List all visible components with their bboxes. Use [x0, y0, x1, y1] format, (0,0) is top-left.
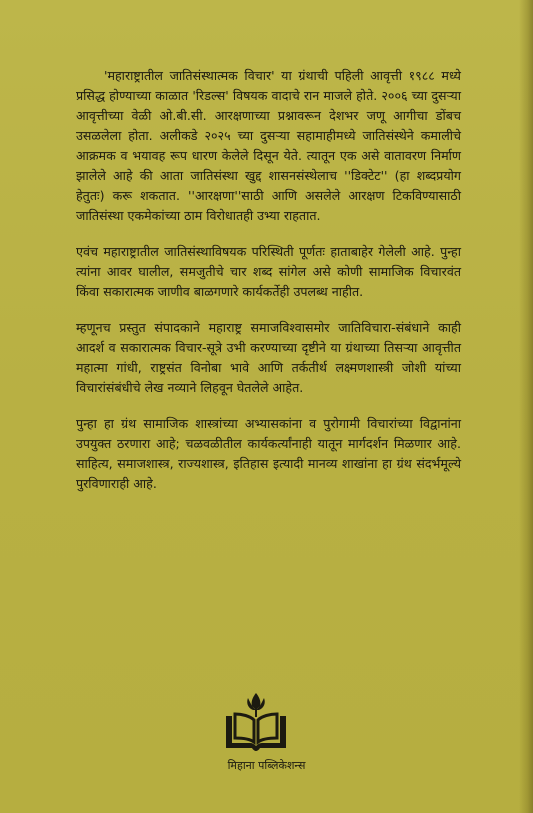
blurb-text [76, 66, 461, 510]
blurb-paragraph-3: म्हणूनच प्रस्तुत संपादकाने महाराष्ट्र समाजविश्वासमोर जातिविचारा-संबंधाने काही आदर्श व सकारात्मक विचार-सूत्रे उभी करण्याच्या दृष्टीने या ग्रंथाच्या तिसऱ्या आवृत्तीत महात्मा गांधी, राष्ट्रसंत विनोबा भावे आणि तर्कतीर्थ लक्ष्मणशास्त्री जोशी यांच्या विचारांसंबंधीचे लेख नव्याने लिहवून घेतलेले आहेत. [76, 320, 461, 395]
publisher-name: मिहाना पब्लिकेशन्स [227, 759, 306, 772]
blurb-paragraph-1: 'महाराष्ट्रातील जातिसंस्थात्मक विचार' या ग्रंथाची पहिली आवृत्ती १९८८ मध्ये प्रसिद्ध होण्याच्या काळात 'रिडल्स' विषयक वादाचे रान माजले होते. २००६ च्या दुसऱ्या आवृत्तीच्या वेळी ओ.बी.सी. आरक्षणाच्या प्रश्नावरून देशभर जणू आगीचा डोंबच उसळलेला होता. अलीकडे २०२५ च्या दुसऱ्या सहामाहीमध्ये जातिसंस्थेने कमालीचे आक्रमक व भयावह रूप धारण केलेले दिसून येते. त्यातून एक असे वातावरण निर्माण झालेले आहे की आता जातिसंस्था खुद्द शासनसंस्थेलाच ''डिक्टेट'' (हा शब्दप्रयोग हेतुतः) करू शकतात. ''आरक्षणा''साठी आणि असलेले आरक्षण टिकविण्यासाठी जातिसंस्था एकमेकांच्या ठाम विरोधातही उभ्या राहतात. [76, 68, 461, 223]
blurb-paragraph-2: एवंच महाराष्ट्रातील जातिसंस्थाविषयक परिस्थिती पूर्णतः हाताबाहेर गेलेली आहे. पुन्हा त्यांना आवर घालील, समजुतीचे चार शब्द सांगेल असे कोणी सामाजिक विचारवंत किंवा सकारात्मक जाणीव बाळगणारे कार्यकर्तेही उपलब्ध नाहीत. [76, 244, 461, 299]
book-tulip-logo-icon [222, 690, 290, 754]
cover-edge-shadow [519, 0, 533, 813]
blurb-paragraph-4: पुन्हा हा ग्रंथ सामाजिक शास्त्रांच्या अभ्यासकांना व पुरोगामी विचारांच्या विद्वानांना उपयुक्त ठरणारा आहे; चळवळीतील कार्यकर्त्यांनाही यातून मार्गदर्शन मिळणार आहे. साहित्य, समाजशास्त्र, राज्यशास्त्र, इतिहास इत्यादी मानव्य शाखांना हा ग्रंथ संदर्भमूल्ये पुरविणाराही आहे. [76, 416, 461, 491]
